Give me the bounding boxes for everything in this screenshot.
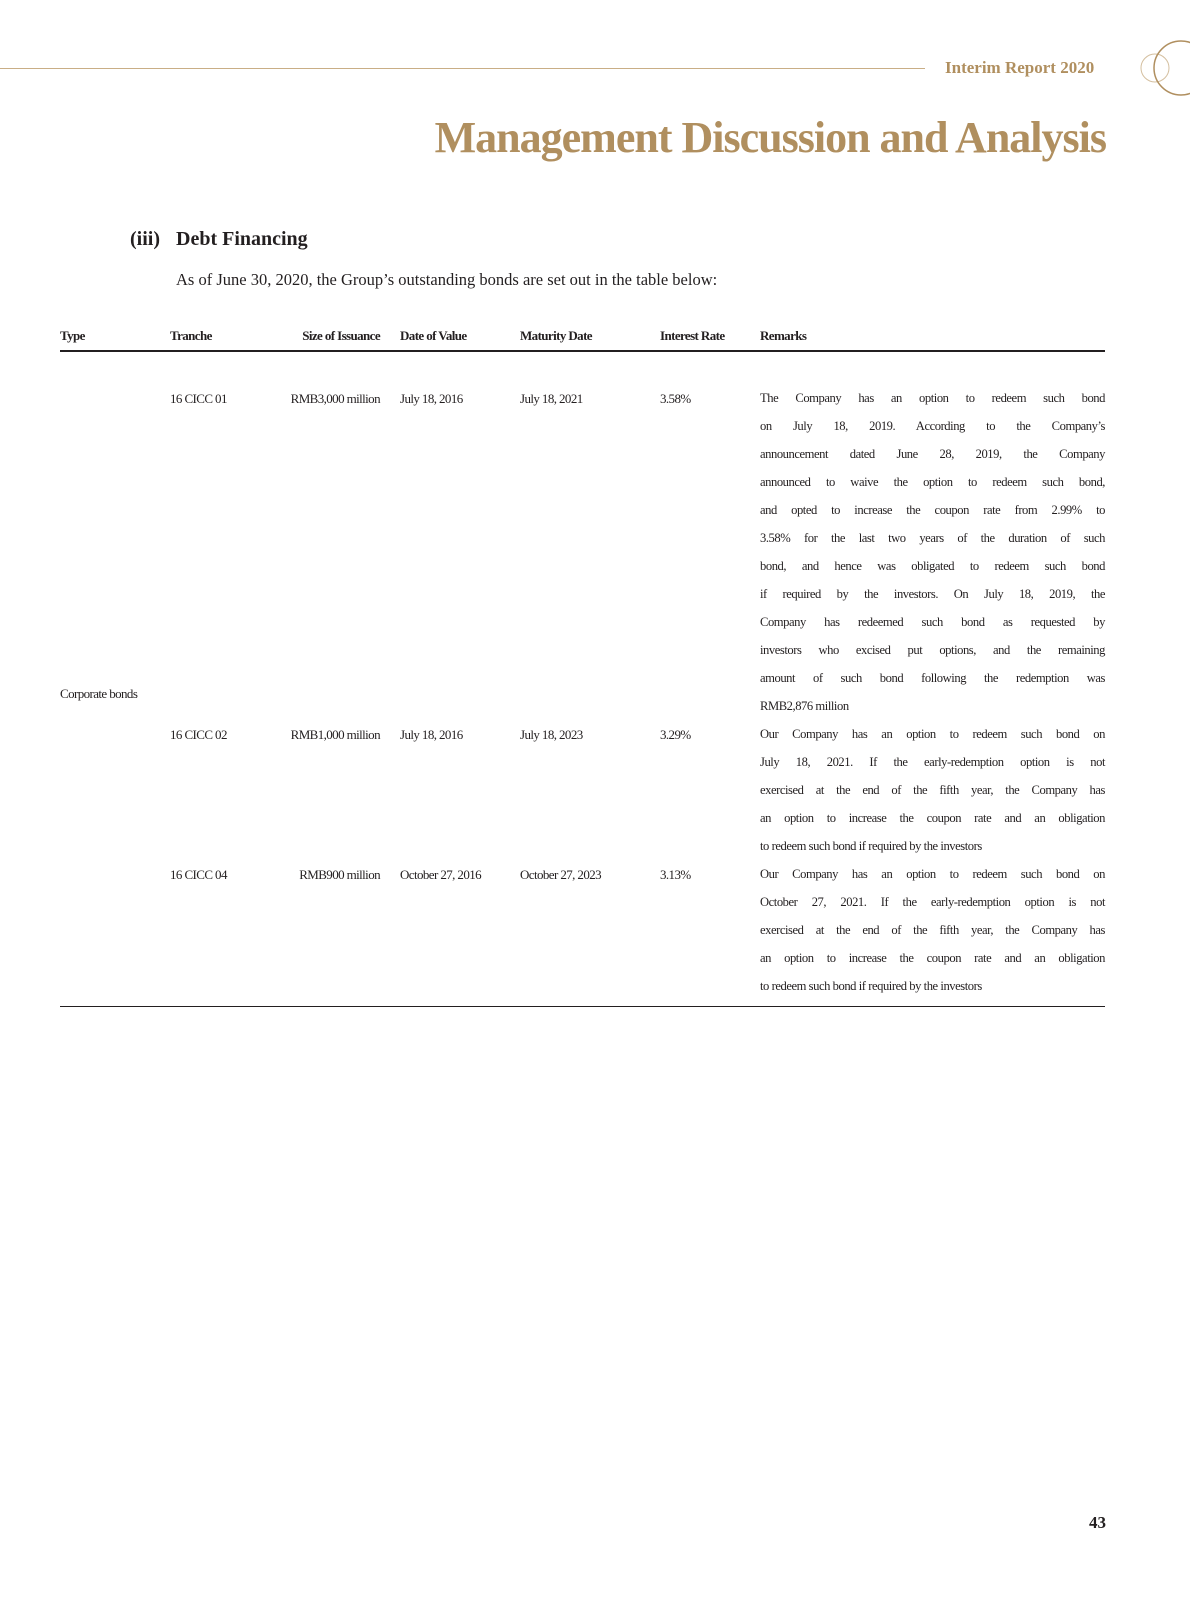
tranche-cell: 16 CICC 02 xyxy=(170,727,227,742)
remarks-cell xyxy=(760,720,1105,860)
remarks-line: and opted to increase the coupon rate from 2.99% to xyxy=(760,503,1105,517)
date-of-value-cell: October 27, 2016 xyxy=(400,867,482,882)
remarks-line: 3.58% for the last two years of the duration of such xyxy=(760,531,1105,545)
table-bottom-rule xyxy=(60,1006,1105,1007)
type-cell: Corporate bonds xyxy=(60,686,138,701)
date-of-value-cell: July 18, 2016 xyxy=(400,727,463,742)
interest-rate-cell: 3.29% xyxy=(660,727,691,742)
remarks-line: Our Company has an option to redeem such bond on xyxy=(760,867,1105,881)
header-divider xyxy=(60,350,1105,352)
page-title: Management Discussion and Analysis xyxy=(434,113,1106,162)
date-of-value-cell: July 18, 2016 xyxy=(400,391,463,406)
remarks-line: amount of such bond following the redemption was xyxy=(760,671,1105,685)
tranche-cell: 16 CICC 04 xyxy=(170,867,227,882)
intro-text: As of June 30, 2020, the Group’s outstanding bonds are set out in the table below: xyxy=(176,270,718,289)
size-cell: RMB1,000 million xyxy=(290,727,380,742)
interest-rate-cell: 3.58% xyxy=(660,391,691,406)
remarks-line: exercised at the end of the fifth year, the Company has xyxy=(760,783,1105,797)
remarks-line: bond, and hence was obligated to redeem such bond xyxy=(760,559,1105,573)
section-number: (iii) xyxy=(130,228,160,250)
remarks-line: on July 18, 2019. According to the Company’s xyxy=(760,419,1105,433)
col-date-of-value: Date of Value xyxy=(400,328,467,343)
remarks-line: July 18, 2021. If the early-redemption option is not xyxy=(760,755,1105,769)
remarks-line: to redeem such bond if required by the investors xyxy=(760,979,982,993)
remarks-line: investors who excised put options, and the remaining xyxy=(760,643,1105,657)
interest-rate-cell: 3.13% xyxy=(660,867,691,882)
remarks-line: The Company has an option to redeem such bond xyxy=(760,391,1105,405)
maturity-date-cell: July 18, 2023 xyxy=(520,727,583,742)
maturity-date-cell: October 27, 2023 xyxy=(520,867,602,882)
col-tranche: Tranche xyxy=(170,328,212,343)
remarks-cell xyxy=(760,384,1105,720)
section-title: Debt Financing xyxy=(176,228,308,250)
remarks-cell xyxy=(760,860,1105,1000)
report-label: Interim Report 2020 xyxy=(945,58,1095,77)
tranche-cell: 16 CICC 01 xyxy=(170,391,227,406)
remarks-line: announced to waive the option to redeem such bond, xyxy=(760,475,1105,489)
remarks-line: if required by the investors. On July 18, 2019, the xyxy=(760,587,1105,601)
maturity-date-cell: July 18, 2021 xyxy=(520,391,583,406)
page-number: 43 xyxy=(1089,1513,1106,1532)
remarks-line: Our Company has an option to redeem such bond on xyxy=(760,727,1105,741)
section-heading xyxy=(130,228,308,251)
circles-ornament-icon xyxy=(1135,40,1190,100)
remarks-line: an option to increase the coupon rate and an obligation xyxy=(760,811,1105,825)
remarks-line: exercised at the end of the fifth year, the Company has xyxy=(760,923,1105,937)
remarks-line: announcement dated June 28, 2019, the Company xyxy=(760,447,1105,461)
col-size: Size of Issuance xyxy=(302,328,380,343)
col-maturity-date: Maturity Date xyxy=(520,328,592,343)
remarks-line: to redeem such bond if required by the investors xyxy=(760,839,982,853)
size-cell: RMB900 million xyxy=(299,867,380,882)
remarks-line: an option to increase the coupon rate and an obligation xyxy=(760,951,1105,965)
remarks-line: RMB2,876 million xyxy=(760,699,849,713)
size-cell: RMB3,000 million xyxy=(290,391,380,406)
col-interest-rate: Interest Rate xyxy=(660,328,725,343)
remarks-line: October 27, 2021. If the early-redemption option is not xyxy=(760,895,1105,909)
remarks-line: Company has redeemed such bond as requested by xyxy=(760,615,1105,629)
col-remarks: Remarks xyxy=(760,328,807,343)
header-rule xyxy=(0,68,925,69)
col-type: Type xyxy=(60,328,85,343)
